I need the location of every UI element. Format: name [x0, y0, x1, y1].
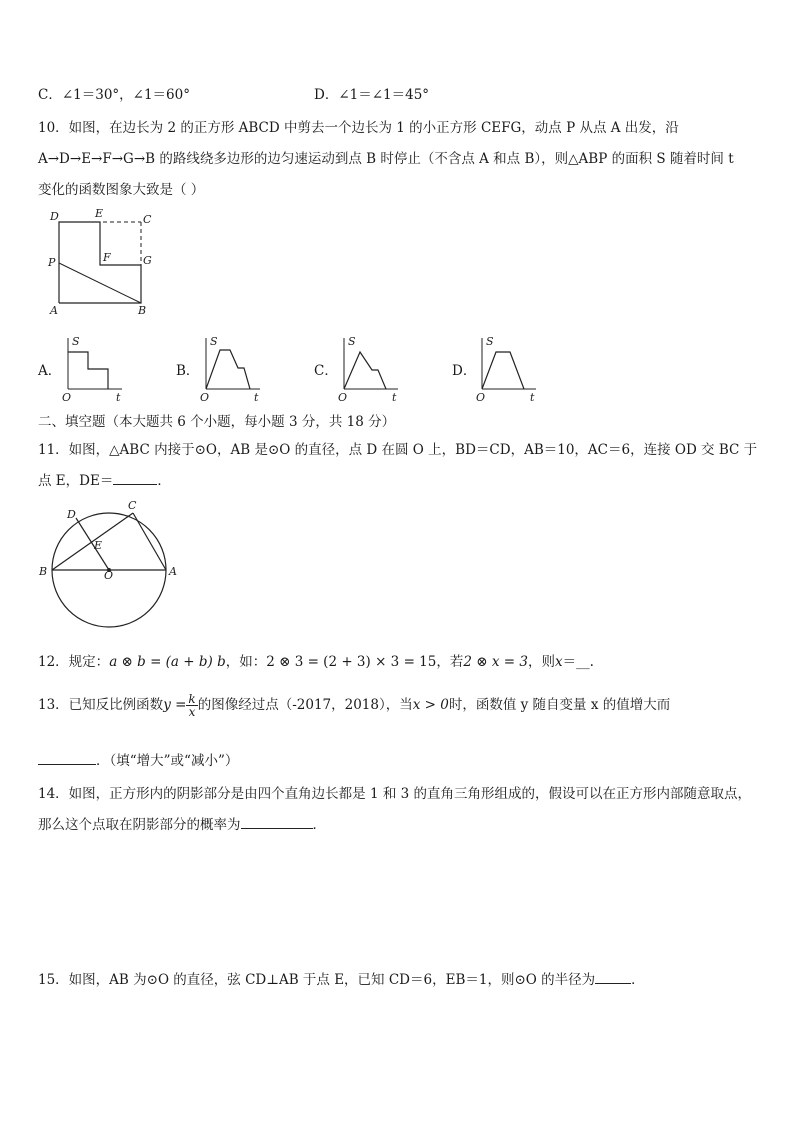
q13-condition: x > 0: [412, 697, 449, 713]
q10-option-a-label: A．: [38, 363, 62, 379]
q12-suffix: ＝__.: [562, 654, 594, 670]
q12-definition: a ⊗ b = (a + b) b: [109, 654, 226, 670]
q10-option-d-t: t: [530, 391, 535, 404]
q12-mid2: ，若: [436, 654, 464, 670]
q10-option-a-curve: [68, 352, 108, 389]
q10-option-c-label: C．: [314, 363, 338, 379]
q10-option-d-label: D．: [452, 363, 477, 379]
q10-segment-pb: [59, 263, 141, 303]
q13-line-1: [38, 693, 670, 718]
q11-label-o: O: [104, 569, 114, 582]
q11-label-d: D: [67, 508, 76, 521]
q13-mid: 的图像经过点（-2017，2018），当: [197, 697, 413, 713]
q12-answer-var: x: [554, 654, 563, 670]
q10-option-a-graph: [60, 334, 130, 404]
q14-line-1: 14．如图，正方形内的阴影部分是由四个直角边长都是 1 和 3 的直角三角形组成的，假设可以在正方形内部随意取点，: [38, 786, 752, 802]
q11-line-2-suffix: ．: [157, 473, 171, 489]
q10-option-c-o: O: [338, 391, 348, 404]
q15-suffix: ．: [631, 972, 645, 988]
label-f: F: [103, 251, 111, 264]
q9-option-c: C．∠1＝30°，∠1＝60°: [38, 87, 190, 103]
q11-label-c: C: [128, 499, 137, 512]
label-c: C: [143, 213, 152, 226]
label-a: A: [50, 304, 58, 317]
q10-line-1: 10．如图，在边长为 2 的正方形 ABCD 中剪去一个边长为 1 的小正方形 CEFG，动点 P 从点 A 出发，沿: [38, 120, 679, 136]
q12-mid: ，如：: [225, 654, 267, 670]
q10-polygon-outline: [59, 222, 141, 303]
q10-option-b-label: B．: [176, 363, 200, 379]
q10-option-d-o: O: [476, 391, 486, 404]
q10-option-b-t: t: [254, 391, 259, 404]
q13-func-den: x: [188, 705, 196, 719]
q12-condition: 2 ⊗ x = 3: [463, 654, 528, 670]
q14-line-2-prefix: 那么这个点取在阴影部分的概率为: [38, 817, 241, 833]
q11-line-2: [38, 469, 171, 489]
section-heading: 二、填空题（本大题共 6 个小题，每小题 3 分，共 18 分）: [38, 414, 396, 430]
q12-example: 2 ⊗ 3 = (2 + 3) × 3 = 15: [266, 654, 437, 670]
q10-option-d-s: S: [486, 335, 494, 348]
q11-label-b: B: [39, 565, 48, 578]
q11-label-e: E: [94, 539, 103, 552]
q10-option-b-s: S: [210, 335, 218, 348]
q9-option-d: D．∠1＝∠1＝45°: [314, 87, 430, 103]
label-e: E: [95, 207, 104, 220]
q10-figure: [45, 208, 165, 318]
q14-answer-blank[interactable]: [241, 815, 313, 830]
q13-func-num: k: [188, 692, 196, 706]
q11-segment-bc: [52, 513, 133, 570]
q10-option-c-s: S: [348, 335, 356, 348]
q10-line-2: A→D→E→F→G→B 的路线绕多边形的边匀速运动到点 B 时停止（不含点 A 和点 B），则△ABP 的面积 S 随着时间 t: [38, 151, 734, 167]
label-g: G: [143, 254, 152, 267]
q11-segment-od: [76, 518, 109, 570]
label-b: B: [138, 304, 147, 317]
q12-line: [38, 650, 594, 670]
q13-fraction: [186, 693, 197, 718]
q10-option-b-graph: [198, 334, 268, 404]
q10-line-3: 变化的函数图象大致是（ ）: [38, 182, 205, 198]
q11-figure: [36, 498, 186, 628]
q11-answer-blank[interactable]: [113, 471, 157, 486]
q12-mid3: ，则: [527, 654, 555, 670]
q10-option-c-t: t: [392, 391, 397, 404]
q15-answer-blank[interactable]: [595, 970, 631, 985]
q15-prefix: 15．如图，AB 为⊙O 的直径，弦 CD⊥AB 于点 E，已知 CD＝6，EB＝1，则⊙O 的半径为: [38, 972, 596, 988]
q11-segment-ca: [133, 513, 166, 570]
q13-func-lhs: y =: [163, 697, 187, 713]
q13-line-2: [38, 749, 238, 769]
q15-line: [38, 968, 645, 988]
q10-option-d-graph: [474, 334, 544, 404]
q11-line-1: 11．如图，△ABC 内接于⊙O，AB 是⊙O 的直径，点 D 在圆 O 上，BD＝CD，AB＝10，AC＝6，连接 OD 交 BC 于: [38, 442, 758, 458]
q13-answer-blank[interactable]: [38, 751, 96, 766]
q10-option-a-t: t: [116, 391, 121, 404]
q13-line-2-suffix: ．（填“增大”或“减小”）: [96, 753, 239, 769]
q11-label-a: A: [169, 565, 177, 578]
q10-option-c-graph: [336, 334, 406, 404]
label-p: P: [48, 256, 56, 269]
q13-suffix: 时，函数值 y 随自变量 x 的值增大而: [448, 697, 671, 713]
q14-line-2: [38, 813, 326, 833]
q10-option-a-s: S: [72, 335, 80, 348]
q14-line-2-suffix: ．: [312, 817, 326, 833]
q13-prefix: 13．已知反比例函数: [38, 697, 164, 713]
q10-option-a-o: O: [62, 391, 72, 404]
q10-option-d-curve: [482, 352, 524, 389]
q10-option-b-curve: [206, 350, 250, 389]
q11-line-2-prefix: 点 E，DE＝: [38, 473, 114, 489]
label-d: D: [50, 210, 59, 223]
q10-option-b-o: O: [200, 391, 210, 404]
q10-option-c-curve: [344, 352, 386, 389]
q12-prefix: 12．规定：: [38, 654, 110, 670]
